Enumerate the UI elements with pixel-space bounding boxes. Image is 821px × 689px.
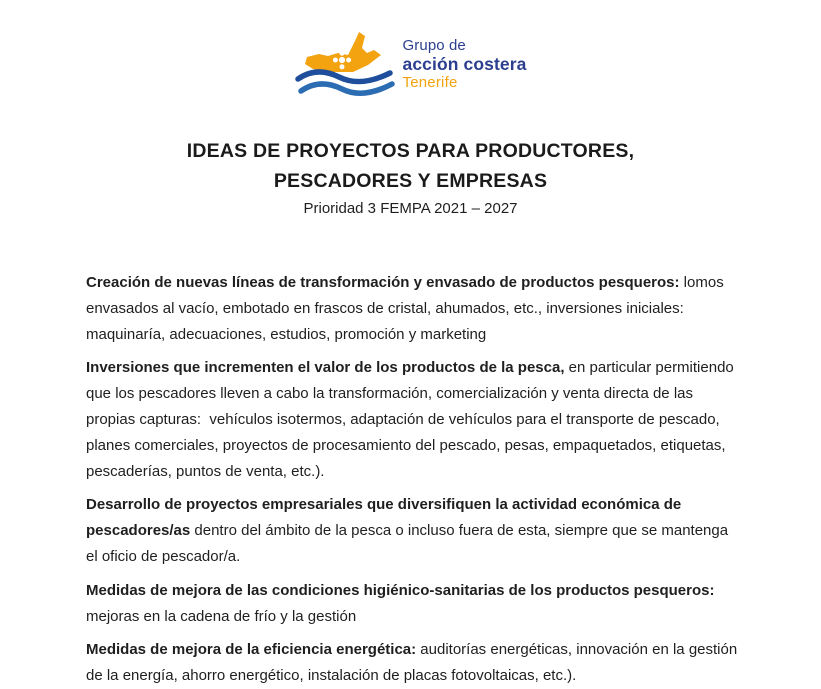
logo-line-tenerife: Tenerife: [402, 73, 458, 91]
paragraph-rest: mejoras en la cadena de frío y la gestión: [86, 581, 719, 625]
page-subtitle: Prioridad 3 FEMPA 2021 – 2027: [303, 200, 518, 217]
paragraph-inversiones-valor: [86, 355, 739, 484]
logo-line-accion-costera: acción costera: [402, 53, 527, 74]
paragraph-lead: Desarrollo de proyectos empresariales que diversifiquen la actividad económica de pescadores/as: [86, 496, 686, 540]
paragraph-rest: dentro del ámbito de la pesca o incluso fuera de esta, siempre que se mantenga el oficio de pescador/a.: [86, 522, 733, 565]
paragraph-rest: en particular permitiendo que los pescadores lleven a cabo la transformación, comercialización y venta directa de las propias capturas: vehículos isotermos, adaptación de vehículos para el transporte de pescado, planes comerciales, proyectos de procesamiento del pescado, pesas, empaquetados, etiquetas, pescaderías, puntos de venta, etc.).: [86, 359, 738, 480]
page-title-line-2: PESCADORES Y EMPRESAS: [273, 170, 548, 192]
logo-wordmark: [403, 37, 527, 92]
document-body: [86, 270, 742, 689]
logo-line-grupo-de: Grupo de: [402, 36, 466, 54]
paragraph-desarrollo-proyectos: [86, 492, 739, 569]
tenerife-island-waves-icon: [295, 27, 395, 101]
wave-bottom: [301, 84, 392, 93]
paragraph-creacion-lineas: [86, 270, 739, 347]
paragraph-lead: Inversiones que incrementen el valor de los productos de la pesca,: [86, 359, 565, 377]
paragraph-medidas-eficiencia: [86, 637, 742, 689]
paragraph-rest: lomos envasados al vacío, embotado en frascos de cristal, ahumados, etc., inversiones iniciales: maquinaría, adecuaciones, estudios, promoción y marketing: [86, 274, 728, 343]
paragraph-lead: Creación de nuevas líneas de transformación y envasado de productos pesqueros:: [86, 274, 680, 291]
document-header: [0, 136, 821, 220]
paragraph-lead: Medidas de mejora de las condiciones higiénico-sanitarias de los productos pesqueros:: [86, 581, 715, 599]
paragraph-medidas-higienico: [86, 578, 739, 630]
paragraph-rest: auditorías energéticas, innovación en la gestión de la energía, ahorro energético, instalación de placas fotovoltaicas, etc.).: [86, 641, 742, 685]
page-title-line-1: IDEAS DE PROYECTOS PARA PRODUCTORES,: [186, 140, 635, 162]
wave-top: [298, 72, 390, 82]
paragraph-lead: Medidas de mejora de la eficiencia energética:: [86, 641, 417, 659]
logo: [0, 0, 821, 100]
